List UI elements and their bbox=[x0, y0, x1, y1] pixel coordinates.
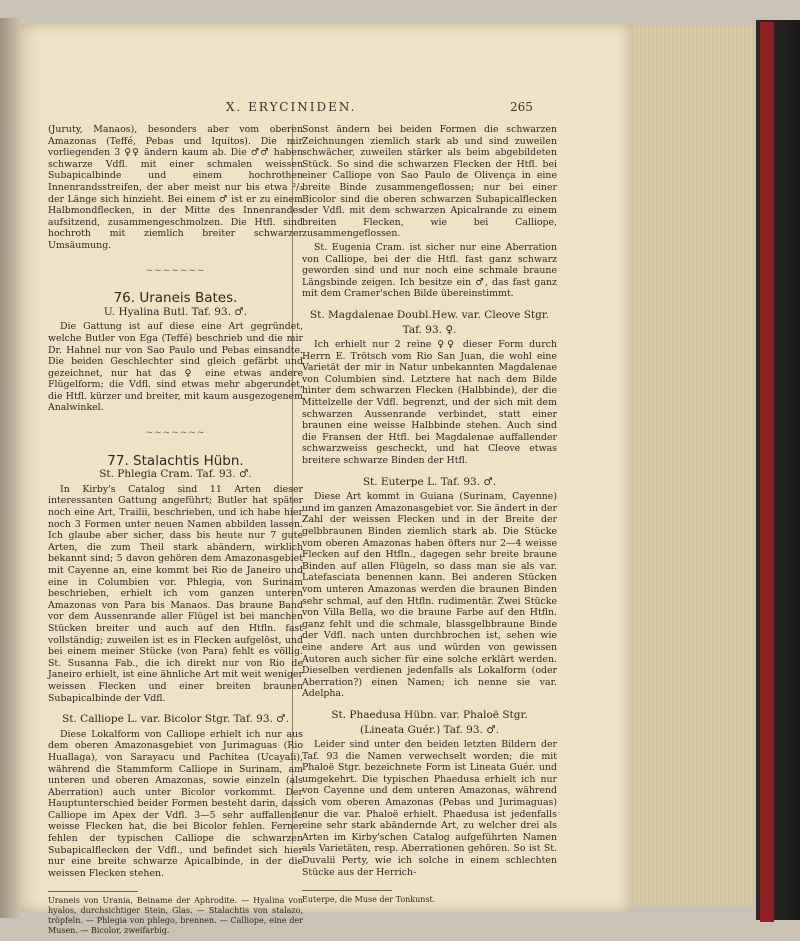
species-heading: St. Phlegia Cram. Taf. 93. ♂. bbox=[99, 468, 252, 481]
footnote-rule bbox=[48, 891, 138, 892]
paragraph: Diese Art kommt in Guiana (Surinam, Cayenne) und im ganzen Amazonasgebiet vor. Sie ändert in der Zahl der weissen Flecken und in der Breite der gelbbraunen Binden ziemlich stark ab. Die Stücke vom oberen Amazonas haben öfters nur 2—4 weisse Flecken auf den Htfln., dagegen sehr breite braune Binden auf allen Flügeln, so dass man sie als var. Latefasciata benennen kann. Bei anderen Stücken vom unteren Amazonas werden die braunen Binden sehr schmal, auf den Htfln. rudimentär. Zwei Stücke von Villa Bella, wo die braune Farbe auf den Htfln. ganz fehlt und die schmale, blassgelbbraune Binde der Vdfl. nach unten durchbrochen ist, sehen wie eine andere Art aus und würden von gewissen Autoren auch sicher für eine solche erklärt werden. Dieselben verdienen jedenfalls als Lokalform (oder Aberration?) einen Namen; ich nenne sie var. Adelpha. bbox=[302, 491, 557, 700]
paragraph: Leider sind unter den beiden letzten Bildern der Taf. 93 die Namen verwechselt worden; die mit Phaloë Stgr. bezeichnete Form ist Lineata Guér. und umgekehrt. Die typischen Phaedusa erhielt ich nur von Cayenne und dem unteren Amazonas, während ich vom oberen Amazonas (Pebas und Jurimaguas) nur die var. Phaloë erhielt. Phaedusa ist jedenfalls eine sehr stark abändernde Art, zu welcher drei als Arten im Kirby'schen Catalog aufgeführten Namen als Varietäten, resp. Aberrationen gehören. So ist St. Duvalii Perty, wie ich solche in einem schlechten Stücke aus der Herrich- bbox=[302, 739, 557, 878]
paragraph: (Juruty, Manaos), besonders aber vom oberen Amazonas (Teffé, Pebas und Iquitos). Die mir vorliegenden 3 ♀♀ ändern kaum ab. Die ♂♂ haben schwarze Vdfl. mit einer schmalen weissen Subapicalbinde und einem hochrothen Innenrandsstreifen, der aber meist nur bis etwa ²/₃ der Länge sich hinzieht. Bei einem ♂ ist er zu einem Halbmondflecken, in der Mitte des Innenrandes aufsitzend, zusammengeschmolzen. Die Htfl. sind hochroth mit ziemlich breiter schwarzer Umsäumung. bbox=[48, 124, 303, 251]
paragraph: Sonst ändern bei beiden Formen die schwarzen Zeichnungen ziemlich stark ab und sind zuweilen schwächer, zuweilen stärker als beim abgebildeten Stück. So sind die schwarzen Flecken der Htfl. bei einer Calliope von Sao Paulo de Olivença in eine breite Binde zusammengeflossen; nur bei einer Bicolor sind die oberen schwarzen Subapicalflecken der Vdfl. mit dem schwarzen Apicalrande zu einem breiten Flecken, wie bei Calliope, zusammengeflossen. bbox=[302, 124, 557, 240]
running-header: X. ERYCINIDEN. bbox=[226, 100, 357, 114]
paragraph: In Kirby's Catalog sind 11 Arten dieser interessanten Gattung angeführt; Butler hat später noch eine Art, Trailii, beschrieben, und ich habe hier noch 3 Formen unter neuen Namen abbilden lassen. Ich glaube aber sicher, dass bis heute nur 7 gute Arten, die zum Theil stark abändern, wirklich bekannt sind; 5 davon gehören dem Amazonasgebiet mit Cayenne an, eine kommt bei Rio de Janeiro und eine in Columbien vor. Phlegia, von Surinam beschrieben, erhielt ich vom ganzen unteren Amazonas von Para bis Manaos. Das braune Band vor dem Aussenrande aller Flügel ist bei manchen Stücken breiter und auch auf den Htfln. fast vollständig; zuweilen ist es in Flecken aufgelöst, und bei einem meiner Stücke (von Para) fehlt es völlig. St. Susanna Fab., die ich direkt nur von Rio de Janeiro erhielt, ist eine ähnliche Art mit weit weniger weissen Flecken und einer breiten braunen Subapicalbinde der Vdfl. bbox=[48, 483, 303, 704]
footnote-rule bbox=[302, 890, 392, 891]
footnote: Euterpe, die Muse der Tonkunst. bbox=[302, 895, 436, 905]
paragraph: Ich erhielt nur 2 reine ♀♀ dieser Form durch Herrn E. Trötsch vom Rio San Juan, die wohl eine Varietät der mir in Natur unbekannten Magdalenae von Columbien sind. Letztere hat nach dem Bilde hinter dem schwarzen Flecken (Halbbinde), der die Mittelzelle der Vdfl. begrenzt, und der sich mit dem schwarzen Aussenrande verbindet, statt einer braunen eine weisse Halbbinde stehen. Auch sind die Fransen der Htfl. bei Magdalenae auffallender schwarzweiss gescheckt, und hat Cleove etwas breitere schwarze Binden der Htfl. bbox=[302, 339, 557, 467]
paragraph: St. Eugenia Cram. ist sicher nur eine Aberration von Calliope, bei der die Htfl. fast ganz schwarz geworden sind und nur noch eine schmale braune Längsbinde zeigen. Ich besitze ein ♂, das fast ganz mit dem Cramer'schen Bilde übereinstimmt. bbox=[302, 241, 557, 300]
paragraph: Diese Lokalform von Calliope erhielt ich nur aus dem oberen Amazonasgebiet von Jurimaguas (Rio Huallaga), von Sarayacu und Pachitea (Ucayali), während die Stammform Calliope in Surinam, am unteren und oberen Amazonas, sowie einzeln (als Aberration) auch unter Bicolor vorkommt. Der Hauptunterschied beider Formen besteht darin, dass Calliope im Apex der Vdfl. 3—5 sehr auffallende weisse Flecken hat, die bei Bicolor fehlen. Ferner fehlen der typischen Calliope die schwarzen Subapicalflecken der Vdfl., und befindet sich hier nur eine breite schwarze Apicalbinde, in der die weissen Flecken stehen. bbox=[48, 728, 303, 879]
book-cover-red-edge bbox=[760, 22, 774, 922]
page-number: 265 bbox=[510, 100, 533, 114]
species-subheading: (Lineata Guér.) Taf. 93. ♂. bbox=[360, 723, 499, 736]
paragraph: Die Gattung ist auf diese eine Art gegründet, welche Butler von Ega (Teffé) beschrieb und die mir Dr. Hahnel nur von Sao Paulo und Pebas einsandte. Die beiden Geschlechter sind gleich gefärbt und gezeichnet, nur hat das ♀ eine etwas andere Flügelform; die Vdfl. sind etwas mehr abgerundet, die Htfl. kürzer und breiter, mit kaum ausgezogenem Analwinkel. bbox=[48, 321, 303, 414]
section-ornament: ~~~~~~~ bbox=[145, 428, 206, 439]
genus-heading: 77. Stalachtis Hübn. bbox=[107, 452, 244, 469]
section-ornament: ~~~~~~~ bbox=[145, 265, 206, 276]
species-heading: St. Euterpe L. Taf. 93. ♂. bbox=[362, 475, 497, 488]
footnote: Uraneis von Urania, Beiname der Aphrodite. — Hyalina von hyalos, durchsichtiger Stein, Glas. — Stalachtis von stalazo, tröpfeln. — Phlegia von phlego, brennen. — Calliope, eine der Musen. — Bicolor, zweifarbig. bbox=[48, 896, 303, 936]
left-column bbox=[48, 124, 303, 938]
species-heading: St. Calliope L. var. Bicolor Stgr. Taf. 93. ♂. bbox=[62, 713, 289, 726]
genus-heading: 76. Uraneis Bates. bbox=[113, 290, 238, 307]
species-subheading: Taf. 93. ♀. bbox=[402, 323, 457, 336]
page-edges bbox=[626, 26, 754, 906]
right-column bbox=[302, 124, 557, 907]
species-heading: St. Phaedusa Hübn. var. Phaloë Stgr. bbox=[331, 708, 528, 721]
species-heading: U. Hyalina Butl. Taf. 93. ♂. bbox=[103, 305, 248, 318]
species-heading: St. Magdalenae Doubl.Hew. var. Cleove Stgr. bbox=[309, 308, 550, 321]
